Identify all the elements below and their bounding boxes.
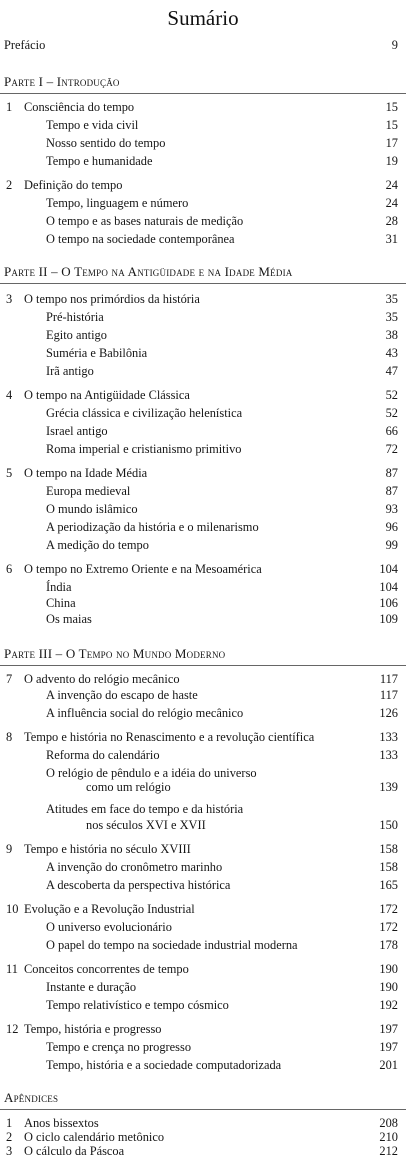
page-number: 172 — [379, 920, 398, 934]
page-number: 150 — [379, 818, 398, 832]
entry-title: Tempo e história no século XVIII — [24, 842, 191, 856]
entry-title: Europa medieval — [46, 484, 131, 498]
entry-title: Definição do tempo — [24, 178, 123, 192]
section-entry[interactable] — [0, 484, 406, 500]
page-number: 104 — [379, 562, 398, 576]
page-number: 133 — [379, 730, 398, 744]
page-number: 158 — [379, 860, 398, 874]
entry-title: Índia — [46, 580, 72, 594]
entry-title: Prefácio — [4, 38, 46, 52]
entry-title: Tempo e crença no progresso — [46, 1040, 192, 1054]
section-entry[interactable] — [0, 1040, 406, 1056]
page-number: 72 — [385, 442, 398, 456]
entry-title: O relógio de pêndulo e a idéia do universo — [46, 766, 257, 780]
page-number: 192 — [379, 998, 398, 1012]
page-number: 47 — [385, 364, 398, 378]
entry-title: A medição do tempo — [46, 538, 149, 552]
section-divider — [0, 283, 406, 284]
page-number: 212 — [379, 1144, 398, 1158]
page-number: 210 — [379, 1130, 398, 1144]
section-entry[interactable] — [0, 538, 406, 554]
chapter-entry[interactable] — [0, 902, 406, 918]
chapter-entry[interactable] — [0, 562, 406, 578]
entry-title: O universo evolucionário — [46, 920, 172, 934]
chapter-number: 9 — [6, 842, 13, 856]
section-entry[interactable] — [0, 920, 406, 936]
entry-title: O tempo no Extremo Oriente e na Mesoamérica — [24, 562, 262, 576]
entry-title: Os maias — [46, 612, 92, 626]
entry-title: Irã antigo — [46, 364, 94, 378]
section-entry[interactable] — [0, 442, 406, 458]
entry-title: Instante e duração — [46, 980, 137, 994]
entry-title: O tempo nos primórdios da história — [24, 292, 200, 306]
page-number: 104 — [379, 580, 398, 594]
entry-title: A influência social do relógio mecânico — [46, 706, 244, 720]
section-entry[interactable] — [0, 136, 406, 152]
entry-title: A descoberta da perspectiva histórica — [46, 878, 231, 892]
section-entry[interactable] — [0, 328, 406, 344]
entry-title: Tempo e humanidade — [46, 154, 153, 168]
page-number: 172 — [379, 902, 398, 916]
section-entry[interactable] — [0, 424, 406, 440]
page-number: 96 — [385, 520, 398, 534]
section-entry[interactable] — [0, 706, 406, 722]
part-heading: Parte III – O Tempo no Mundo Moderno — [4, 646, 226, 661]
chapter-entry[interactable] — [0, 672, 406, 688]
chapter-number: 6 — [6, 562, 13, 576]
chapter-number: 3 — [6, 1144, 13, 1158]
page-number: 197 — [379, 1022, 398, 1036]
page-number: 24 — [385, 196, 398, 210]
page-number: 109 — [379, 612, 398, 626]
page-number: 66 — [385, 424, 398, 438]
chapter-number: 12 — [6, 1022, 19, 1036]
entry-title: Tempo, linguagem e número — [46, 196, 189, 210]
page-number: 52 — [385, 406, 398, 420]
chapter-entry[interactable] — [0, 1022, 406, 1038]
section-divider — [0, 665, 406, 666]
page-number: 15 — [385, 118, 398, 132]
section-entry[interactable] — [0, 802, 406, 818]
page-number: 201 — [379, 1058, 398, 1072]
entry-title: nos séculos XVI e XVII — [86, 818, 206, 832]
chapter-entry[interactable] — [0, 38, 406, 54]
page-number: 35 — [385, 292, 398, 306]
entry-title: A invenção do escapo de haste — [46, 688, 198, 702]
section-entry[interactable] — [0, 998, 406, 1014]
section-entry[interactable] — [0, 310, 406, 326]
entry-title: China — [46, 596, 76, 610]
entry-title: Conceitos concorrentes de tempo — [24, 962, 189, 976]
entry-title: Tempo relativístico e tempo cósmico — [46, 998, 229, 1012]
chapter-entry[interactable] — [0, 730, 406, 746]
entry-title: Anos bissextos — [24, 1116, 99, 1130]
section-entry[interactable] — [0, 596, 406, 612]
page-number: 9 — [391, 38, 398, 52]
entry-title: O papel do tempo na sociedade industrial moderna — [46, 938, 298, 952]
page-number: 31 — [385, 232, 398, 246]
entry-title: Tempo, história e progresso — [24, 1022, 162, 1036]
chapter-number: 4 — [6, 388, 13, 402]
entry-title: Tempo e vida civil — [46, 118, 139, 132]
entry-title: A periodização da história e o milenarismo — [46, 520, 259, 534]
chapter-number: 10 — [6, 902, 19, 916]
section-entry[interactable] — [0, 502, 406, 518]
chapter-number: 1 — [6, 100, 13, 114]
entry-title: Evolução e a Revolução Industrial — [24, 902, 195, 916]
page-number: 208 — [379, 1116, 398, 1130]
entry-title: Tempo, história e a sociedade computadorizada — [46, 1058, 282, 1072]
chapter-number: 8 — [6, 730, 13, 744]
chapter-number: 1 — [6, 1116, 13, 1130]
section-entry[interactable] — [0, 232, 406, 248]
section-entry[interactable] — [0, 1058, 406, 1074]
chapter-entry[interactable] — [0, 842, 406, 858]
page-number: 190 — [379, 962, 398, 976]
page-number: 133 — [379, 748, 398, 762]
chapter-number: 7 — [6, 672, 13, 686]
page-number: 24 — [385, 178, 398, 192]
entry-title: Egito antigo — [46, 328, 107, 342]
section-entry[interactable] — [0, 406, 406, 422]
page-number: 19 — [385, 154, 398, 168]
entry-title: O tempo na Idade Média — [24, 466, 148, 480]
entry-title: O advento do relógio mecânico — [24, 672, 180, 686]
section-divider — [0, 93, 406, 94]
section-entry[interactable] — [0, 688, 406, 704]
page-number: 99 — [385, 538, 398, 552]
chapter-entry[interactable] — [0, 962, 406, 978]
section-entry[interactable] — [0, 346, 406, 362]
entry-title: Atitudes em face do tempo e da história — [46, 802, 244, 816]
page-number: 87 — [385, 484, 398, 498]
entry-title: O ciclo calendário metônico — [24, 1130, 165, 1144]
chapter-entry[interactable] — [0, 466, 406, 482]
part-heading: Apêndices — [4, 1090, 59, 1105]
section-entry[interactable] — [0, 364, 406, 380]
entry-title: Israel antigo — [46, 424, 108, 438]
page-number: 197 — [379, 1040, 398, 1054]
entry-title: Reforma do calendário — [46, 748, 160, 762]
section-entry[interactable] — [0, 118, 406, 134]
chapter-number: 11 — [6, 962, 18, 976]
entry-title: Grécia clássica e civilização helenística — [46, 406, 243, 420]
section-entry[interactable] — [0, 748, 406, 764]
entry-title: Consciência do tempo — [24, 100, 135, 114]
chapter-number: 3 — [6, 292, 13, 306]
entry-title: como um relógio — [86, 780, 171, 794]
page-number: 17 — [385, 136, 398, 150]
page-number: 139 — [379, 780, 398, 794]
page-number: 178 — [379, 938, 398, 952]
chapter-entry[interactable] — [0, 1144, 406, 1160]
page-number: 35 — [385, 310, 398, 324]
page-number: 15 — [385, 100, 398, 114]
section-entry[interactable] — [0, 612, 406, 628]
page-number: 117 — [379, 672, 398, 686]
page-number: 43 — [385, 346, 398, 360]
page-number: 28 — [385, 214, 398, 228]
entry-title: O tempo na Antigüidade Clássica — [24, 388, 190, 402]
chapter-entry[interactable] — [0, 388, 406, 404]
entry-title: Pré-história — [46, 310, 104, 324]
section-entry[interactable] — [0, 520, 406, 536]
entry-title: A invenção do cronômetro marinho — [46, 860, 223, 874]
entry-title: O tempo na sociedade contemporânea — [46, 232, 235, 246]
chapter-number: 2 — [6, 178, 13, 192]
entry-title: Tempo e história no Renascimento e a revolução científica — [24, 730, 315, 744]
entry-title: O mundo islâmico — [46, 502, 138, 516]
section-entry[interactable] — [0, 818, 406, 834]
entry-title: O tempo e as bases naturais de medição — [46, 214, 244, 228]
section-entry[interactable] — [0, 860, 406, 876]
chapter-entry[interactable] — [0, 100, 406, 116]
page-number: 117 — [379, 688, 398, 702]
section-entry[interactable] — [0, 154, 406, 170]
page-number: 93 — [385, 502, 398, 516]
section-entry[interactable] — [0, 938, 406, 954]
entry-title: Suméria e Babilônia — [46, 346, 148, 360]
entry-title: O cálculo da Páscoa — [24, 1144, 125, 1158]
section-entry[interactable] — [0, 878, 406, 894]
page-number: 158 — [379, 842, 398, 856]
section-entry[interactable] — [0, 980, 406, 996]
entry-title: Nosso sentido do tempo — [46, 136, 166, 150]
section-entry[interactable] — [0, 214, 406, 230]
page-title: Sumário — [167, 6, 239, 30]
page-number: 190 — [379, 980, 398, 994]
page-number: 87 — [385, 466, 398, 480]
part-heading: Parte II – O Tempo na Antigüidade e na Idade Média — [4, 264, 293, 279]
chapter-number: 5 — [6, 466, 13, 480]
section-entry[interactable] — [0, 780, 406, 796]
part-heading: Parte I – Introdução — [4, 74, 120, 89]
page-number: 126 — [379, 706, 398, 720]
section-entry[interactable] — [0, 196, 406, 212]
page-number: 165 — [379, 878, 398, 892]
section-entry[interactable] — [0, 580, 406, 596]
entry-title: Roma imperial e cristianismo primitivo — [46, 442, 242, 456]
section-divider — [0, 1109, 406, 1110]
chapter-number: 2 — [6, 1130, 13, 1144]
chapter-entry[interactable] — [0, 292, 406, 308]
chapter-entry[interactable] — [0, 178, 406, 194]
page-number: 52 — [385, 388, 398, 402]
page-number: 106 — [379, 596, 398, 610]
page-number: 38 — [385, 328, 398, 342]
